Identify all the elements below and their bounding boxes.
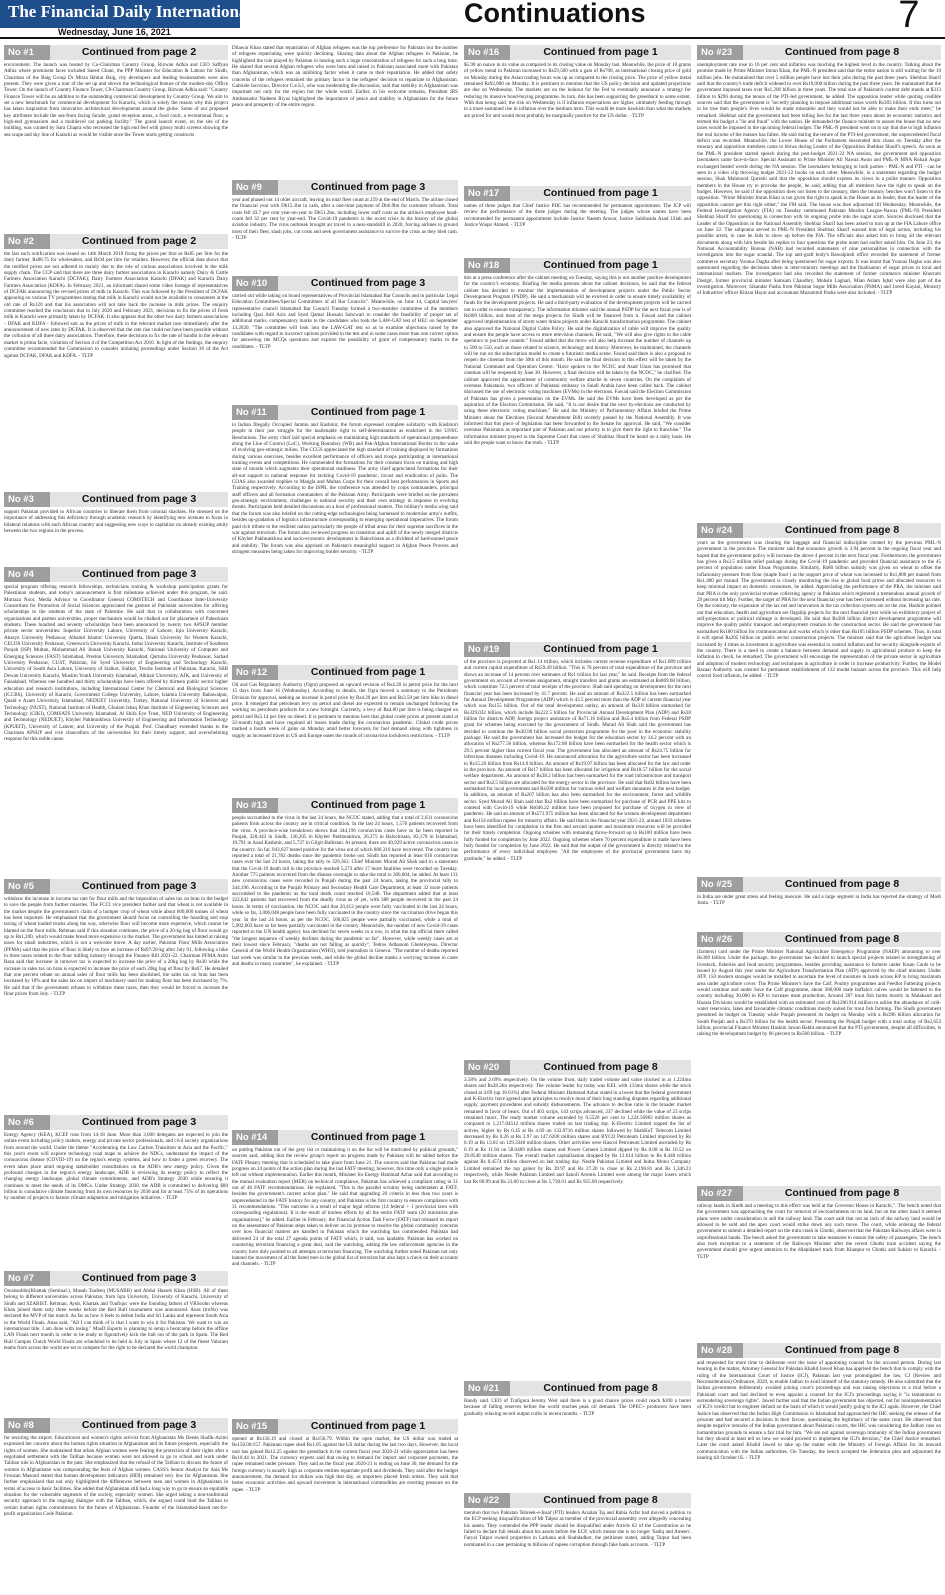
article-text: year and phased out 14 older aircraft, leaving its total fleet count at 259 at the end of March. The airline closed the financial year with Db15.1bn in cash, after a one-time payment of Dh6.9bn for customer refunds. Total costs fell 43.7 per cent year-on-year to Dh51.2bn, including lower staff costs as the airline's employee head-count fell 32 per cent by year-end. The Covid-19 pandemic is the worst crisis in the history of the global aviation industry. The virus outbreak brought air travel to a near-standstill in 2020, forcing airlines to ground most of their fleet, slash jobs, cut costs and seek government assistance to survive the crisis as they bled cash. - TLTP [232,197,458,242]
continuation-number: No #22 [464,1493,510,1508]
article-text: support Pakistan provided to African countries to liberate them from colonial shackles. He stressed on the importance of addressing this deficiency through academic research by identifying new avenues to focus in bilateral relations with each African country and suggesting new ways to capitalize on already existing amity between the two regions in the process. [4,509,228,535]
continuation-title: Continued from page 1 [543,259,658,271]
article-text: names of three judges that Chief Justice PHC has recommended for permanent appointment. The JCP will review the performance of the three judges during the meeting. The judges whose names have been recommended for permanent appointment include Justice Naeem Anwar, Justice Sahibzada Asad Ullah and Justice Waqar Ahmed. - TLTP [464,203,691,229]
continuation-header [4,492,228,507]
article-text: environment. The launch was hosted by Co-Chairman Country Group, Rizwan Adhia and CEO Saffyan Adhia where prominent faces included Saeed Ghani, the PPP Minister for Education & Labour for Sindh, Chairman of the Baig Group Dr Mirza Ikhtiar Baig, city developers and leading businessmen were also present. They were given a tour of the set up and shown the technological feature of the modern-day Office Tower. On the launch of Country Finance Tower, C0-Chairman Country Group, Rizwan Adhia said: "Country Finance Tower will be an addition to the outstanding commercial development by Country Group. We aim to set a new benchmark for commercial development for Karachi, which is solely the reason why this project has taken inspiration from innovative architectural developments around the globe. Some of our proposed key attributes include the sea-front facing facade, grand reception areas, a food court, a recreational floor, a high-end gymnasium and a multilevel car parking facility." The grand launch event, on the site of the building, was curated by Sara Chapra who recreated the high end feel with glossy multi screens showing the sea scape and sky line of Karachi as would be visible once the Tower starts getting constructs [4,62,228,138]
continuation-number: No #14 [232,1130,278,1145]
continuation-title: Continued from page 8 [543,1061,658,1073]
continuation-title: Continued from page 3 [81,568,197,580]
continuation-number: No #20 [464,1060,510,1075]
continuation-number: No #3 [4,492,50,507]
continuation-header [232,1130,458,1145]
continuation-title: Continued from page 3 [81,1272,197,1284]
article-text: on putting Pakistan out of the grey list or maintaining it on the list will be motivated by political grounds," sources said, adding that the review group's report on progress made by Pakistan will be tabled before the FATF Plenary meeting that is scheduled to take place from June 21. The sources said that Pakistan had made progress on 24 points of the action plan during the last FATF meeting; however, this time only a single point is left out without implementation. Earlier this month, Minister for Energy Hammad Azhar said that according to the mutual evaluation report (MER) on technical compliance, Pakistan has achieved a compliant rating in 31 out of 40 FATF recommendations. He explained, "This is the parallel scrutiny being undertaken at FATF, besides the government's current action plan." He said that upgrading 20 criteria in less than two years is unprecedented in the FATF history for any country, and Pakistan is the first country to ensure compliance with 31 recommendations. "This outcome is a result of major legal reforms (14 federal + 1 provincial laws with corresponding regulations). It is the result of tireless efforts by all the entire FATF team (20 ministries plus organisations)," he added. Earlier in February, the Financial Action Task Force (FATF) had released its report on the assessment of Pakistan steps taken to deliver on its promise to resolve the global community concerns over how financial matters are handled in Pakistan which the watchdog has commended. Pakistan had delivered 24 of the total 27 agenda points of FATF which, it said, was laudable. Pakistan has worked on countering terrorism financing a great deal, said the watchdog, adding the law enforcement agencies in the country have duly pointed to all attempts at terrorism financing. The watchdog further noted Pakistan not only banned the movement of all the listed men in the global list of terrorists but also kept a check on their accounts and channels. - TLTP [232,1147,458,1268]
continuation-number: No #7 [4,1271,50,1286]
continuation-header [4,1115,228,1130]
continuation-header [464,1060,691,1075]
article-text: years as the government was clearing the baggage and financial indiscipline created by the previous PML-N government in the province. The minister said that economic growth is 3.94 percent in the ongoing fiscal year and hoped that the government policy will increase the above 4 percent in the next fiscal year. Furthermore, the government has given a Rs3.5 million relief package during the Covid-19 pandemic and provided financial assistance to the 45 percent of population under Ehsas Programme. Similarly, Rs80 billion subsidy was given on wheat to offset the inflationary pressure from flour (staple food ) as the support price of wheat was increased to Rs1,800 per maund from Rs1,400 per maund. The government is closely monitoring the rise in global food prices and allocated resources to keep minimal impact on domestic consumers, he added. Appreciating the performance of the PRA, the minister said that PRA is the only provincial revenue collecting agency in Pakistan which registered a tremendous annual growth of 29 percent till May. Further, the target of PRA for the next financial year has been increased without increasing tax rate. On the contrary, the expansion of the tax net and innovation in the tax collection system are on the rise. Hashim pointed out that education, health and agriculture are flagship projects for the next financial year while no exhibitory project of self-projections or political mileage is developed. He said that Rs360 billion district development programme will improve the quality public transport and employment creation in the construction sector. He said the government has earmarked Rs100 billion for communication and works which is other than Rs105 billion PSDP schemes. Thus, in total it will spend Rs205 billion on public sector construction projects. The minister said that the agriculture budget was increased by 4 times as investment in agriculture was essential to control inflation and for security alongside exports of the country. There is a need to create a balance between demand and supply in agricultural produce to keep the inflation in check, he remarked. The government will encourage the representation of the private sector in agriculture and adoption of modern technology and techniques in agriculture in order to increase productivity. Further, the Model Bazaar Authority was created for permanent establishment of 132 model bazaars across the province. This will help control food inflation, he added. - TLTP [697,540,941,680]
article-block [232,276,458,401]
continuation-title: Continued from page 8 [543,1382,658,1394]
continuation-header [464,1381,691,1396]
article-text: unemployment rate rose to 16 per cent and inflation was touching the highest level in the country. Talking about the promise made by Prime Minister Imran Khan, the PML-N president said that the entire nation is still waiting for the 10 million jobs. He maintained that over 5 million people have lost their jobs during the past three years. Shehbaz Sharif said that the country's trade deficit widened to over Rs10,000 billion during the past three years. He maintained that the government imposed taxes over Rs1,200 billion in three years. The total size of Pakistan's current debt stands at $313 billion to $296 during the tenure of the PTI-led government, he added. The opposition leader while quoting credible sources said that the government is "secretly planning to impose additional taxes worth Rs383 billion. If this turns out to be true then people's lives would be made miserable and they would not be able to make their ends meet," he remarked. Shehbaz said the government had been telling lies for the last three years about its economic statistics and termed the budget a "lie and fraud" with the nation. He demanded the finance minister to assure the house that no new taxes would be imposed in the upcoming federal budget. The PML-N president went on to say that due to high inflation the real income of the masses has fallen. He said during the tenure of the PTI-led government, the unprecedented fiscal deficit was recorded. Meanwhile, the Lower House of the Parliament descended into chaos on Tuesday after the treasury and opposition members came to blows during Leader of the Opposition Shehbaz Sharif's speech. As soon as the PML-N president started speech during the post-budget 2021-22 NA session, the government and opposition lawmakers came face-to-face. Special Assistant to Prime Minister Ali Nawaz Awan and PML-N MNA Rohail Asgar exchanged heated words during the NA session. The lawmakers belonging to both parties - PML-N and PTI - can be seen in a video clip throwing budget 2021-22 books on each other. Meanwhile, in a statement regarding the budget session, Shah Mahmood Qureshi said that the opposition should express its views in a polite manner. Opposition members in the House try to provoke the people, he said, adding that all members have the right to speak on the budget. However, he said if the opposition does not listen to the treasury, then the treasury benches won't listen to the opposition. "Prime Minister Imran Khan is not given the right to speak in the House as its leader, then the leader of the opposition cannot get this right either," the FM said. The house was then adjourned till Wednesday. Meanwhile, the Federal Investigation Agency (FIA) on Tuesday summoned Pakistan Muslim League-Nawaz (PML-N) President Shehbaz Sharif for questioning in connection with its ongoing probe into the sugar scam. Sources disclosed that the Leader of the Opposition in the National Assembly Shehbaz Sharif has been asked to turn up at the FIA Lahore office on June 22. The subpoena served to PML-N President Shehbaz Sharif warned him of legal action, including his possible arrest, in case he fails to show up before the FIA. The officials also asked him to bring all the relevant documents along with him beside his replies to four questions the probe team had earlier asked him. On June 23, the National Accountability Bureau (NAB) had recorded statements of nine personalities in connection with the investigation into the sugar scandal. The top anti-graft body's Rawalpindi office recorded the statement of former commerce secretary Younus Dagha after being questioned for sugar exports. It was learnt that Younus Dagha was also questioned regarding the decisions taken in inter-ministry meetings and the finalisation of sugar prices in local and international markets. The investigators had also recorded the statement of former commerce minister Khurram Dastgir, former provincial minister Samsam Chaudhry, Mohsin Laghari, Mian Aslam Iqbal were also part of the investigation. Moreover, Sikandar Pasha from Pakistan Sugar Mills Association (PSMA) and Javed Kayani, Ministry of Industries' officer Khizar Hayat and accountant Muzammil Pasha were also included. - TLTP [697,62,941,297]
continuation-header [232,180,458,195]
article-block [464,1493,691,1593]
article-block [4,1418,228,1593]
continuation-title: Continued from page 1 [543,46,658,58]
article-block [697,877,941,927]
continuation-title: Continued from page 1 [310,1420,426,1432]
continuation-title: Continued from page 3 [310,181,426,193]
continuation-title: Continued from page 8 [784,46,900,58]
article-block [697,1343,941,1593]
continuation-title: Continued from page 1 [543,187,658,199]
continuation-header [232,1419,458,1434]
continuation-title: Continued from page 8 [784,1187,900,1199]
continuation-header [697,45,941,60]
continuation-header [464,45,691,60]
continuation-number: No #15 [232,1419,278,1434]
continuation-header [697,523,941,538]
article-text: Handy said. CEO of Trafigura Jeremy Weir said there is a good chance prices could reach $100 a barrel because of falling reserves before the world reaches peak oil demand. The OPEC+ producers have been gradually relaxing record output curbs in recent months. - TLTP [464,1398,691,1417]
article-block [4,1271,228,1414]
masthead [0,0,945,37]
continuation-title: Continued from page 1 [310,1131,426,1143]
continuation-title: Continued from page 8 [784,878,900,890]
article-block [232,665,458,793]
continuation-number: No #19 [464,642,510,657]
continuation-title: Continued from page 3 [81,1419,197,1431]
continuation-number: No #23 [697,45,743,60]
continuation-header [4,1271,228,1286]
continuation-title: Continued from page 8 [784,1344,900,1356]
article-text: railway lands in Sindh and a meeting to this effect was held at the Governor House in Karachi,". The bench noted that the government was approaching the court for removal of encroachments on its land, but on the other hand it seemed plans were under consideration to sell the railway land. The court said that not an inch of the railway land would be allowed to be sold and the apex court would strike down any such move. The court, while ordering the federal government to submit a detailed report on the train crash in Ghotki, observed that the Pakistan Railways affairs were in unprofessional hands. The bench asked the government to take measures to ensure the safety of passengers. The bench also took exception to a statement of the Railways Minister after the recent Ghotki train accident saying the government should give urgent attention to the dilapidated track from Khanpur to Ghotki and Sukkur to Karachi. - TLTP [697,1203,941,1260]
article-text: special program offering research fellowships, technicians training & workshop participation grants for Palestinian students, and today's announcement is first milestone achieved under this program, he said. Murtaza Noor, Media Advisor to Coordinator General COMSTECH and Coordinator Inter-University Consortium for Promotion of Social Sciences appreciated the gesture of Pakistani universities for offering scholarships to the students of the state of Palestine. He said that in collaboration with concerned organizations and partner universities, proper mechanism would be chalked out for placement of Palestinian students. These hundred and seventy scholarships have been announced by twenty two APSUP member private sector universities: Superior University Lahore, University of Lahore, Iqra University Karachi, Abasyn University Peshawar, Alhamd Islamic University Quetta, Ilmah University for Women Karachi, CECOS University Peshawar, Greenwich University Karachi, Indus University Karachi, Institute of Southern Punjab (ISP) Multan, Mohammad Ali Jinnah University Karachi, National University of Computer and Emerging Sciences (FAST) Islamabad, Preston University Islamabad, Qurtuba University Peshawar, Sarhad University Peshawar, CUST, Pakistan, Sir Syed University of Engineering and Technology Karachi, University of South Asia Lahore, University of Sialkot, Sialkot, Textile Institute of Pakistan, Karachi, SBB Dewan University Karachi, Muslim Youth University Islamabad, Alkhair University, AJK, and University of Faisalabad. Whereas one hundred and thirty scholarships have been offered by thirteen public sector higher education and research institutions, including International Center for Chemical and Biological Sciences (ICCBS), University of Karachi, Government College University, Lahore, Islamia University Bahawalpur, Quaid e Azam University, Islamabad, NEDUET University, Turkey, National University of Sciences and Technology (NUST), National Institute of Health, Ghulam Ishaq Khan Institute of Engineering Sciences and Technology (GIKI), COMSATS University Islamabad, Al Shifa Eye Trust, NED University of Engineering and Technology (NEDUET), Khyber Pakhtunkhwa University of Engineering and Information Technology (KPUEIT), University of Lahore, and University of the Punjab. Prof. Chaudhary extended thanks to the Chairman APSUP and vice chancellors of the universities for their timely support, and overwhelming response for this noble cause. [4,584,228,743]
article-block [232,405,458,660]
continuation-title: Continued from page 1 [310,406,426,418]
continuation-header [232,665,458,680]
article-text: Oil and Gas Regulatory Authority (Ogra) proposed an upward revision of Rs4.20 in petrol price for the next 15 days from June 16 (Wednesday). According to details, the Ogra moved a summary to the Petroleum Division for approval, seeking an increase in petrol price by Rs4.20 per litre and Rs3.50 per litre hike in diesel price. It emerged that petroleum levy on petrol and diesel are expected to remain unchanged following the working on petroleum products for a new fortnight. Currently, a levy of Rs4.80 per litre is being charged on petrol and Rs5.14 per litre on diesel. It is pertinent to mention here that global crude prices at present stand at 32-month high and have regained all losses made during the coronavirus pandemic. Global crude prices marked a fourth week of gains on Monday amid better forecasts for fuel demand along with tightness in supply as increased travel in US and Europe eases the rounds of coronavirus lockdown restrictions. - TLTP [232,682,458,739]
continuation-title: Continued from page 8 [543,1494,658,1506]
article-text: in Indian Illegally Occupied Jammu and Kashmir, the forum expressed complete solidarity with Kashmiri people in their just struggle for the inalienable right to self-determination as enshrined in the UNSC Resolutions. The army chief laid special emphasis on maintaining high standards of operational preparedness along the Line of Control (LoC), Working Boundary (WB) and Pak-Afghan International Border in the wake of evolving geo-strategic milieu. The CCGS appreciated the high standard of training displayed by formations during various exercises, besides excellent performance of officers and troops participating in international training events and competitions. He commended the formations for their constant focus on training and high state of morale which augments their operational readiness. The army chief appreciated formations for their all-out support to national response for tackling Covid-19 pandemic, locust and eradication of polio. The COAS also awarded trophies to Mangla and Multan Corps for their overall best performances in Sports and Training respectively. According to the ISPR, the conference was attended by corps commanders, principal staff officers and all formation commanders of the Pakistan Army. Participants were briefed on the prevalent geo-strategic environment, challenges to national security and their own strategy in response to evolving threats. Participants held detailed discussions on a host of professional matters. The military's media wing said that the forum was also briefed on the cutting-edge technologies being harnessed to modernise army's outfits, besides up-gradation of logistics infrastructure corresponding to emerging operational imperatives. The forum paid rich tribute to the resilient nation particularly the people of tribal areas for their supreme sacrifices in the war against terrorism. The forum also reviewed progress on transition and uplift of the newly merged districts of Khyber Pakhtunkhwa and socio-economic development in Balochistan as a dividend of hard-earned peace and stability. The forum was also apprised on Pakistan's meaningful support to Afghan Peace Process and stringent measures being taken for improving border security. - TLTP [232,422,458,555]
continuation-number: No #10 [232,276,278,291]
continuation-header [4,879,228,894]
continuation-number: No #12 [232,665,278,680]
article-text: opened at Rs156.19 and closed at Rs156.79. Within the open market, the US dollar was traded at Rs156.00/157. Pakistani rupee shed Rs1.05 against the US dollar during the last two days. However, the local unit has gained Rs12.25 against the greenback in the current fiscal year 2020-21 while appreciation has been Rs10.44 in 2021. The currency experts said that owing to demand for import and corporate payments, the rupee remained under pressure. They said as the fiscal year 2020-21 is ending on June 30, the demand for the foreign currency is usually high as corporate entities repatriate profit and dividends. They said after the budget announcement, the demand for dollars was high that day, as importers placed fresh orders. They said that better economic activities and upward movement in international commodities are exerting pressure on the rupee. - TLTP [232,1436,458,1493]
continuation-number: No #27 [697,1186,743,1201]
continuation-title: Continued from page 3 [81,880,197,892]
continuation-number: No #2 [4,234,50,249]
continuation-number: No #17 [464,186,510,201]
continuation-title: Continued from page 3 [310,277,426,289]
continuation-number: No #1 [4,45,50,60]
continuation-number: No #13 [232,798,278,813]
issue-date: Wednesday, June 16, 2021 [58,27,171,37]
article-block [232,180,458,272]
article-text: this at a press conference after the cabinet meeting on Tuesday, saying this is not another positive development for the country's economy. Briefing the media persons about the cabinet decisions, he said that the federal cabinet has decided to monitor the implementation of development projects under the Public Sector Development Program (PSDP). He said a mechanism will be evolved in order to ensure timely availability of funds for the development projects. He said a third-party evaluation of the development projects will be carried out in order to ensure transparency. The information minister said the annual PSDP for the next fiscal year is of Rs900 billion, and most of the mega projects for Sindh will be financed from it. Fawad said the cabinet approved implementation of storm water drains projects under Karachi transformation programme. The cabinet also approved the National Digital Cable Policy. He said the digitalization of cable will improve the quality and ensure the people have access to more television channels. He said, "We will also give rights to the cable operators to purchase content." Fawad added that the move will also help increase the number of channels up to 500 to 550, such as those related to science, technology and history. Moreover, he maintained, the channels will be run on the subscription model to create a futuristic media scene. Fawad said there is also a proposal to reopen the cinemas from the 30th of this month. He said the final decision to this effect will be taken by the National Command and Operation Centre. "Have spoken to the NCOC and Asad Umar has promised that cinemas will be reopened by June 30. However, a final decision will be taken by the NCOC," he clarified. The cabinet approved the appointment of community welfare attache in seven countries. On the complaints of overseas Pakistanis, two officers of Pakistani embassy in Saudi Arabia have been called back. The cabinet discussed the use of electronic voting machines (EVMs) in the elections. Fawad said the Election Commission of Pakistan has given a presentation on the EVMs. He said the EVMs have been developed as per the aspiration of the Election Commission. He said, "It is our desire that the next by-elections are conducted by using these electronic voting machines." He said the Ministry of Parliamentary Affairs briefed the Prime Minister about the Elections (Second Amendment Bill) recently passed by the National Assembly. It was informed that this piece of legislation has been forwarded to the Senate for approval. He said, "We consider overseas Pakistanis as important part of Pakistan and our priority is to give them the right to franchise." The information minister prayed to the Supreme Court that cases of Shahbaz Sharif be heard on a daily basis. He said the people want to know the truth. - TLTP [464,275,691,446]
article-text: mention that two Pakistan Tehreek-e-Insaf (PTI) leaders Arsalan Taj and Rabia Azfar had moved a petition in the ECP seeking disqualification of Mr Talpur as member of the provincial assembly over allegedly concealing his assets. They contended the PPP leader should be disqualified under Article 62 of the Constitution as he failed to declare full details about his assets before the ECP, which means she is no longer 'Sadiq and Ameen'. Faryal Talpur owned properties in Larkana and Shahdadkot, the petitioner stated, adding Talpur had been nominated in a case pertaining to billions of rupees corruption through fake bank accounts. - TLTP [464,1510,691,1548]
continuation-header [4,45,228,60]
article-block [4,567,228,874]
continuation-header [464,186,691,201]
article-text: $5.90 an ounce in its value as compared to its closing value on Monday last. Meanwhile, the price of 10 grams of yellow metal in Pakistan increased to Rs59,500 with a gain of Rs700, as international closing price of gold on Monday during the Asian trading hours was up as compared to the closing price. The price of yellow metal remained Rs92,800 on Monday. It is pertinent to mention that the US policy decision and updated projections are due on Wednesday. The markets are on the lookout for the Fed to eventually announce a strategy for reducing its massive bond-buying programme. In turn, this has been supporting the greenback to some extent. With that being said, the risk on Wednesday is if inflation expectations are higher, ultimately feeding through to a more sustained rise in inflation over the medium term. This would be more hawkish than what the markets are priced for and would most probably be marginally positive for the US dollar. - TLTP [464,62,691,119]
article-block [4,1115,228,1267]
continuation-title: Continued from page 1 [310,666,426,678]
article-text: 3.58% and 2.69% respectively. On the volume front, daily traded volume and value clocked in at 1.224mn shares and Rs28.2bn respectively. The volume leader for today was KEL with 133mn shares while the stock closed at 4.69 (up 16.61%) after Federal Minister Hammad Azhar stated in a tweet that the federal government and K-Electric have agreed upon principles to resolve most of their long standing disputes regarding additional supply, payment procedures and subsidy disbursements. The advance to decline ratio in the broader market remained in favor of bears. Out of 403 scrips, 143 scrips advanced, 237 declined while the value of 23 scrips remained intact. The ready market volume ascended by 0.5520 per cent to 1,224.56983 million shares as compared to 1,217.84512 million shares traded on last trading day. K-Electric Limited topped the list of actives, higher by Rs 0.45 at Rs 4.69 on 133.9716 million shares followed by ShahKoT Telecom Limited decreased by Rs 0.26 at Rs 3.97 on 147.6200 million shares and BYCO Petroleum Limited improved by Rs 0.19 at Rs 13.02 on 129.3340 million shares. Other activities were Hascol Petroleum Limited ascended by Rs 0.19 at Rs 11.94 on 58.0489 million shares and Power Cement Limited dipped by Rs 0.08 at Rs 10.52 on 29.8540 million shares. The overall market capitalization dropped by Rs 12.614 billion to Rs 8.448 trillion against Rs 8.4574 trillion observed on last trading day. Nestle Pakistan Limited and Indus Motor Company Limited remained the top gainer by Rs 39.97 and Rs 27.20 to close at Rs 2,196.81 and Rs 1,346.23 respectively, while Nestle Pakistan Limited and Sanofi Aventis Limited were among the major losers which lost Rs 68.99 and Rs 23.00 to close at Rs 5,730.01 and Rs 955.00 respectively. [464,1077,691,1185]
continuation-number: No #24 [697,523,743,538]
masthead-rule [0,37,945,39]
article-block [464,45,691,182]
continuation-header [697,932,941,947]
article-block [464,642,691,1056]
continuation-number: No #8 [4,1418,50,1433]
article-block [4,45,228,230]
continuation-title: Continued from page 8 [784,933,900,945]
continuation-header [464,642,691,657]
continuation-title: Continued from page 3 [81,493,197,505]
article-text: the last such notification was issued on 14th March 2018 fixing the prices per litre as Rs85 per litre for the dairy farmer, Rs88.75 for wholesalers, and Rs94 per litre for retailers. However, the official data shows that the notified prices are not adhered to mainly due to the role of various associations involved in the milk supply chain. The CCP said that there are three dairy farmer associations in Karachi namely Dairy & Cattle Farmers Association Karachi (DCFAK); Dairy Farmers Association Karachi (DFAK) and Karachi Dairy Farmers Association (KDFA). In February 2021, an informant shared some video footage of representatives of DCFAK announcing the revised prices of milk in Karachi. This was followed by the President of DCFAK appearing on various TV programmes stating that milk in Karachi would not be available to consumers at the old rate of Rs120 and that his association will not take back the increase in milk prices. The enquiry committee reached the conclusion that in July 2020 and February 2021, decisions to fix the prices of fresh milk in Karachi were primarily taken by DCFAK. It also appears that the other two dairy farmers associations - DFAK and KDFA - followed suit as the prices of milk in the relevant market rose immediately after the announcement of new rates by DCFAK. It is observed that the rate rise could not have been possible without the collusion of all three dairy associations. Therefore, these decisions to fix the rate of bandhi in the relevant market is prima facie, violation of Section 4 of the Competition Act 2010. In light of the findings, the enquiry committee recommended the Commission to consider initiating proceedings under Section 30 of the Act against DCFAK, DFAK and KDFA. - TLTP [4,251,228,359]
article-block [4,492,228,563]
paper-name: The Financial Daily International [8,2,253,21]
continuation-number: No #18 [464,258,510,273]
continuation-header [4,567,228,582]
article-block [464,186,691,253]
article-text: of the province is projected at Rs1.14 trillion, which includes current revenue expenditure of Rs1.089 trillion and current capital expenditure of Rs59.49 billion. "This is 78 percent of total expenditure of the province and shows an increase of 14 percent over estimates of Rs1 trillion for last year," he said. Receipts from the federal government on account of revenue assignment, straight transfers and grants are estimated at Rs869.68 billion, which constitute 72.5 percent of total receipts of the province. Shah said spending on development for the next financial year has been increased by 41.7 percent. He said an amount of Rs222.5 billion has been earmarked for Annual Development Programme (ADP) which is 43.5 percent more than the ADP of current financial year which was Rs155 billion. Out of the total development outlay, an amount of Rs3.8 billion earmarked for Rs329.032 billion, which include Rs222.5 billion for Provincial Annual Development Plan (ADP) and Rs30 billion for districts ADP, foreign project assistance of Rs71.16 billion and Rs5.4 billion from Federal PSDP grant for schemes being executed by the government of Sindh. Murad Ali Shah said the government has decided to continue the Rs30.90 billion social protection programme for the poor in the economic stability package. He said the government has increased the budget for the education sector by 14.2 percent with an allocation of Rs277.56 billion, whereas Rs172.08 billion have been earmarked for the health sector which is 29.5 percent higher than current fiscal year. The government has allocated an amount of Rs24.75 billion for infectious diseases including Covid-19. He announced allocation for the agriculture sector has been increased to Rs15.26 billion from Rs14.8 billion. An amount of Rs19.97 billion has been allocated for the law and order in the province. An amount of Rs17 billion has been allocated for irrigation and Rs18.57 billion for the social welfare department. An amount of Rs38.2 billion has been earmarked for the road infrastructure and transport sector and Rs2.5 billion are allocated for the energy sector in the province. He said that Rs82 billion have been earmarked for local government and Rs500 million for various relief and welfare measures in the next budget. In addition, an amount of Rs207 billion has also been earmarked for the environment, forest and wildlife sector. Syed Murad Ali Shah said that Rs2 billion have been earmarked for purchase of PCR and PPE kits to contend with Covid-19 while Rs646.22 million have been proposed for purchase of oxygen in view of pandemic. He said an amount of Rs571.975 million has been allocated for the women development department and Rs154 million rupees for minority affairs. He said that in the financial year 2021-22, around 1033 schemes have been identified for completion in the first and second quarter and maximum resources will be provided for their timely completion. Ongoing schemes with remaining throw-forward up to Rs100 million have been fully funded for completion by June 2022. Ongoing schemes where 70 percent expenditure is made have been fully funded for completion by June 2022. He said that the output of the government is directly related to the performance of every individual employee. "All the employees of the provincial government have my gratitude," he added. - TLTP [464,659,691,862]
continuation-title: Continued from page 1 [543,643,658,655]
continuation-header [697,1186,941,1201]
article-block [232,1419,458,1593]
continuation-number: No #21 [464,1381,510,1396]
article-block [232,798,458,1125]
continuation-number: No #11 [232,405,278,420]
article-text: in India are under great stress and feeling insecure. He said a large segment in India has rejected the strategy of Modi Junta. - TLTP [697,894,941,907]
article-block [697,932,941,1182]
article-block [464,1381,691,1489]
article-text: withdraw the increase in income tax rate for flour mills and the imposition of sales tax on bran in the budget to save the people from further miseries. The FCCI vice president further said that wheat is not available in the market despite the government's claim of a bumper crop of wheat while about 600,000 tonnes of wheat has been imported. He emphasised that the government should focus on controlling the hoarding and stop taxing of wheat loaded trucks along the way, otherwise flour will become more expensive, which cannot be blamed on the flour mills. Rehman said if this situation continues, the price of a 20-kg bag of flour would go up to Rs1,200, which would make bread more expensive in the market. The government has hinted at raising taxes for small industries, which is not a welcome move. A day earlier, Pakistan Flour Mills Association (PFMA) said that the price of flour is likely to face an increase of Rs97/20-kg after July 01, following a hike in three taxes related to the flour milling industry through the Finance Bill 2021-22. Chairman PFMA Asim Raza said that increase in turnover tax is expected to increase the price of a 20kg bag by Rs30 while the increase in sales tax on bran is expected to increase the price of each 20kg bag of flour by Rs67. He detailed that one percent rebate on annual sales of flour mills has been abolished, the sales tax on bran has been increased by 10% and the sales tax on import of machinery used for making flour has been increased by 7%. He said that if the government refuses to withdraw these taxes, then they would be forced to increase the flour prices from July. - TLTP [4,896,228,998]
article-text: Owaisuddin(Khattak (Seminal.), Musab Taufeeq (MUSABB) and Abdul Hasseb Khan (HSB). All of them belong to different universities across Pakistan, from Iqra University, University of Karachi, University of Sindh and SZABIST. Rehman, Ayub, Khattak and Toufiquc were the founding fathers of VRSoobn whereas Khan joined them only three weeks before the Red Bull tournament was announced. Anas (trnNs) was declared the MVP of the match. As far as how it feels to defeat India and Sri Lanka and represent South Asia in the World Finals, Anas said, "All I can think of is that I want to win it for Pakistan. We want to win an international title. I am done with losing." MasD Esports is planning to setup a bootcamp before the offline LAN Finals next month in order to be ready to figuratively kick the ball out of the park in Spain. The Red Bull Campus Clutch World Finals are scheduled to be held in July in Spain where 12 of the finest Valorant teams from across the world are set to compete for the right to be declared the world champion. [4,1288,228,1352]
continuation-number: No #5 [4,879,50,894]
article-block [464,258,691,637]
continuation-number: No #4 [4,567,50,582]
article-text: and requested for more time to deliberate over the issue of appointing counsel for the accused person. During last hearing in the matter, Attorney General for Pakistan Khalid Jawed Khan has apprised the bench that to comply with the ruling of the International Court of Justice (ICJ), Pakistan last year promulgated the law, CJ (Review and Reconsideration) Ordinance, 2020, to enable Jadhav to avail himself of the statutory remedy. He also submitted that the Indian government deliberately avoided joining court's proceedings and was raising objections to a trial before a Pakistani court and had declined to even appoint a counsel for the ICJ's proceedings saying it "is tantamount to surrendering sovereign rights". Jawed further said that the Indian government has objected, not for nonimplementation of ICJ's verdict but to engineer default on the basis of which it would justify going to the ICJ again. However, the Chief Justice has observed that the Indian High Commission in Islamabad had approached the IHC seeking the release of the prisoner and had secured a decision in their favour, questioning the legitimacy of the same court. He observed that despite negative remarks of the Indian government about Pakistani courts, the IHC was considering the Jadhav case on humanitarian grounds to ensure a fair trial for him. "We are not against sovereign immunity of the Indian government but they should at least tell us how we would proceed to implement the ICJ's decision," the Chief Justice remarked. Later the court asked Khalid Jawed to take up the matter with the Ministry of Foreign Affairs for its onward communication with the Indian authorities. On Tuesday, the bench accepted the federation plea and adjourned the hearing till October 05. - TLTP [697,1360,941,1462]
article-text: for securing the airport. Educationist and women's rights activist from Afghanistan Ms Deeda Shafik-Azimi expressed her concern about the human rights situation in Afghanistan and its future prospects, especially the rights of women. She maintained that urban Afghan women were fearing the protection of their rights after a negotiated settlement with the Taliban because women were not allowed to go to school and work under Taliban rule in Afghanistan in the past. She emphasized that the refusal of the Taliban to discuss the future of women in Afghanistan was compounding the fears of Afghan women. CASS's Senior Analyst for Asia Ms Frouzan Masoud stated that human development indicators (HDI) remained very low for Afghanistan. She further emphasized that not only highlighted the differences between men and women in Afghanistan in terms of access to basic facilities. She added that Afghanistan still had a long way to go to ensure an equitable situation for the vulnerable segments of the society, especially women. She urged taking a non-traditional security approach to the ongoing dialogue with the Taliban, which, she argued could bind the Taliban to certain human rights commitments for the future of Afghanistan. Founder of the Islamabad-based not-for-profit organization Code Pakistan [4,1435,228,1518]
continuation-number: No #28 [697,1343,743,1358]
article-text: people succumbed to the virus in the last 24 hours, the NCOC stated, adding that a total of 2,631 coronavirus patients from across the country are in critical condition. In the last 24 hours, 1,576 patients recovered from the virus. A province-wise breakdown shows that 344,196 coronavirus cases have so far been reported in Punjab, 328,443 in Sindh, 136,205 in Khyber Pakhtunkhwa, 26,275 in Balochistan, 82,170 in Islamabad, 19,791 in Azad Kashmir, and 5,727 in Gilgit-Baltistan. At present, there are 40,929 active coronavirus cases in the country. So far, 943,627 tested positive for the virus out of which 880,316 have recovered. The country has reported a total of 21,782 deaths since the pandemic broke out. Sindh has reported at least 616 coronavirus cases over the last 24 hours, taking the tally to 329,362. Chief Minister Murad Ali Shah said in a statement that the Covid-19 death toll in the province reached 5,273 after 17 more fatalities were recorded on Tuesday. Another 775 patients recovered from the disease overnight to take the total to 300,804, he added. At least 131 new coronavirus cases were recorded in Punjab during the past 24 hours, taking the provincial tally to 344,196. According to the Punjab Primary and Secondary Health Care Department, at least 32 more patients succumbed to the pandemic as the total death count reached 10,548. The department added that at least 322,642 patients had recovered from the deadly virus as of yet, with 388 people recovered in the past 24 hours. In terms of vaccination, the NCOC said that 20,412 people were fully vaccinated in the last 24 hours, while so far, 3,006,048 people have been fully vaccinated in the country since the vaccination drive began this year. In the last 24 hours, as per the NCOC, 568,825 people were partially vaccinated, while a total of 5,902,003 have so far been partially vaccinated in the country. Meanwhile, the number of new Covid-19 cases reported to the UN health agency has declined for seven weeks in a row, in what the top official there called "the longest sequence of weekly declines during the pandemic so far". However, while weekly cases are at their lowest since February, "deaths are not falling as quickly", Tedros Adhanom Ghebreyesus, Director General of the World Health Organization (WHO), told journalists in Geneva. "The number of deaths reported last week was similar to the previous week, and while the global decline masks a worrying increase in cases and deaths in many countries", he explained. - TLTP [232,815,458,967]
continuation-header [4,1418,228,1433]
continuation-title: Continued from page 2 [81,46,197,58]
article-text: Dilawar Khan stated that repatriation of Afghan refugees was the top preference for Pakistan but the number of refugees repatriating were quickly declining. Sharing data about the Afghan refugees in Pakistan, he highlighted the role played by Pakistan in hosting such a large concentration of refugees for such a long time. He shared that several Afghan refugees who were born and raised in Pakistan associated more with Pakistan than Afghanistan, which was an inhibiting factor when it came to their repatriation. He added that safety concerns of the refugees remained the primary factor in the refugees' decision to repatriate to Afghanistan. Gabriele Iacovino, Director C.e.S.I, who was moderating the discussion, said that stability in Afghanistan was important not only for the region but the whole world. Earlier, in his welcome remarks, President IRS Ambassador Nadeem Riyaz highlighted the importance of peace and stability in Afghanistan for the future peace and prosperity of the entire region. [232,45,458,109]
article-block [697,45,941,519]
continuation-number: No #16 [464,45,510,60]
continuation-title: Continued from page 3 [81,1116,197,1128]
article-text: carried out while taking on board representatives of Provincial Islamabad Bar Councils and in particular Legal Education Committees/Special Committees of all Bar Councils". Meanwhile, on June 14, Capital lawyers' representative council Islamabad Bar Council Tuesday formed a two-member committee of the members including Qazi Adil Aziz and Syed Qamar Hussain Sabzwari to consider the feasibility of proper set of additional marks, compensatory marks to the candidates who took the LAW-GAT test of HEC on September 13,2020. "The committee will look into the LAW-GAT test so as to examine objections raised by the candidates with regard to incorrect options provided in the test and in some cases more than one correct option for answering the MCQs questions and explore the possibility of grant of compensatory marks to the candidates. - TLTP [232,293,458,350]
continuation-number: No #9 [232,180,278,195]
page-number: 7 [898,0,920,36]
continuation-number: No #26 [697,932,743,947]
article-block [697,1186,941,1339]
continuation-title: Continued from page 1 [310,799,426,811]
continuation-header [232,798,458,813]
article-text: (farmers) card under the Prime Minister National Agriculture Emergency Programme (NAEP) amounting to over Rs309 billion. Under the package, the government has decided to launch special projects related to strengthening of livestock, fisheries and food security programmes, besides providing assistance to farmers under Kisan Cards to be issued by August this year under the Agriculture Transformation Plan (ATP) approved by the chief minister. Under ATP, 150 modern storages would be installed to ascertain the level of moisture in lands across KP to bring maximum area under agriculture cover. The Prime Minister's Save the Calf, Poultry programmes and Feedlot Fattening projects would continue and under Save the Calf programme, about 380,000 male buffalo's calves would be fattened in the country including 30,000 in KP to increase meat production. Around 287 trout fish farms mostly in Malakand and Hazara Divisions would be established with an estimated cost of Rs1286.914 million to utilise the abundance of cold-water reservoirs, lakes and favourable climatic conditions mostly suited for trout fish farming. The Sindh government presented its budget on Tuesday while Punjab presented its budget on Monday with a Rs396 billion allocation for South Punjab and a Rs370 billion for the health sector. Presenting the Punjab budget with a total outlay of Rs2,653 billion, provincial Finance Minister Hashim Jawan Bakht announced that the PTI government, despite all difficulties, is raising the development budget by 66 percent to Rs560 billion. - TLTP [697,949,941,1038]
continuation-header [464,258,691,273]
article-block [4,234,228,487]
article-block [697,523,941,873]
continuation-number: No #6 [4,1115,50,1130]
section-title: Continuations [464,0,646,28]
continuation-header [464,1493,691,1508]
article-block [4,879,228,1111]
article-block [464,1060,691,1377]
continuation-title: Continued from page 2 [81,235,197,247]
continuation-header [4,234,228,249]
paper-logo-band [0,0,253,28]
continuation-header [697,1343,941,1358]
continuation-header [232,276,458,291]
continuation-header [697,877,941,892]
article-text: Energy Agency (KEA), KCEF runs from 14-18 June. More than 3,000 delegates are expected to join the online event including policy makers, energy and private sector professionals, and civil society organizations from around the world. Under the theme "Accelerating the Low Carbon Transition in Asia and the Pacific," this year's event will explore technology road maps to achieve the NDCs, understand the impact of the coronavirus disease (COVID-19) on the region's energy systems, and how to foster a green recovery. The event takes place amid ongoing stakeholder consultations on the ADB's new energy policy. Given the profound changes in the region's energy landscape, ADB is reviewing its energy policy to reflect the changing energy landscape, global climate commitments, and ADB's Strategy 2030 while ensuring it continues to meet the needs of its DMCs. Under Strategy 2030, the ADB is committed to delivering $80 billion in cumulative climate financing from its own resources by 2030 and for at least 75% of its operations by number of projects to feature climate adaptation and mitigation initiatives. - TLTP [4,1132,228,1202]
continuation-number: No #25 [697,877,743,892]
continuation-title: Continued from page 8 [784,524,900,536]
article-block [232,1130,458,1415]
continuation-header [232,405,458,420]
